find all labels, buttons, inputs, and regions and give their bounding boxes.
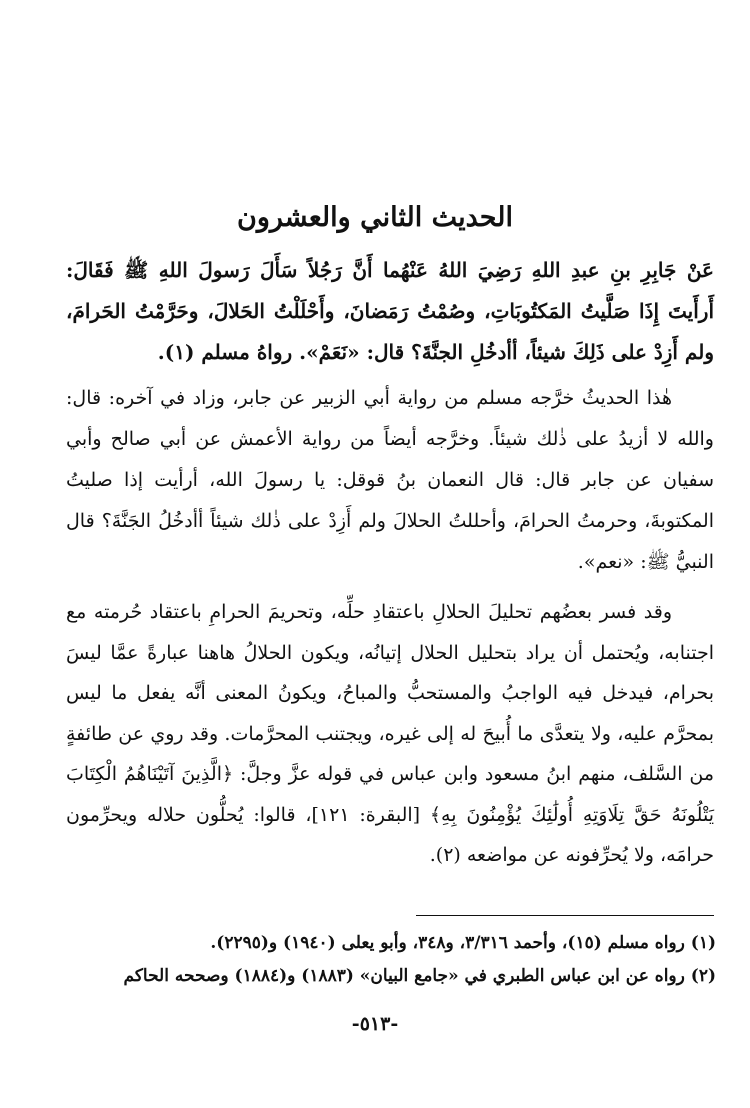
commentary-block-1 xyxy=(66,378,714,583)
hadith-text: عَنْ جَابِرِ بنِ عبدِ اللهِ رَضِيَ اللهُ عَنْهُما أَنَّ رَجُلاً سَأَلَ رَسولَ اللهِ ﷺ فَقَالَ: أَرأَيتَ إِذَا صَلَّيتُ المَكتُوبَاتِ، وصُمْتُ رَمَضانَ، وأَحْلَلْتُ الحَلالَ، وحَرَّمْتُ الحَرامَ، ولم أَزِدْ على ذَلِكَ شيئاً، أأدخُلِ الجنَّةَ؟ قال: «نَعَمْ». رواهُ مسلم (١). xyxy=(66,258,714,364)
commentary-block-2 xyxy=(66,592,714,876)
hadith-text-block xyxy=(66,250,714,373)
page-number: -٥١٣- xyxy=(351,1013,399,1035)
footnote-separator xyxy=(416,915,714,916)
footnote-2: (٢) رواه عن ابن عباس الطبري في «جامع البيان» (١٨٨٣) و(١٨٨٤) وصححه الحاكم xyxy=(123,966,716,986)
commentary-paragraph: هٰذا الحديثُ خرَّجه مسلم من رواية أبي الزبير عن جابر، وزاد في آخره: قال: والله لا أزيدُ على ذٰلك شيئاً. وخرَّجه أيضاً من رواية الأعمش عن أبي صالح وأبي سفيان عن جابر قال: قال النعمان بنُ قوقل: يا رسولَ الله، أرأيت إذا صليتُ المكتوبةَ، وحرمتُ الحرامَ، وأحللتُ الحلالَ ولم أَزِدْ على ذٰلك شيئاً أأدخُلُ الجَنَّةَ؟ قال النبيُّ ﷺ: «نعم». xyxy=(66,387,714,573)
commentary-paragraph: وقد فسر بعضُهم تحليلَ الحلالِ باعتقادِ حلِّه، وتحريمَ الحرامِ باعتقاد حُرمته مع اجتنابه، ويُحتمل أن يراد بتحليل الحلال إتيانُه، ويكون الحلالُ هاهنا عبارةً عمَّا ليسَ بحرام، فيدخل فيه الواجبُ والمستحبُّ والمباحُ، ويكونُ المعنى أنَّه يفعل ما ليس بمحرَّم عليه، ولا يتعدَّى ما أُبيحَ له إلى غيره، ويجتنب المحرَّمات. وقد روي عن طائفةٍ من السَّلف، منهم ابنُ مسعود وابن عباس في قوله عزَّ وجلَّ: ﴿الَّذِينَ آتَيْنَاهُمُ الْكِتَابَ يَتْلُونَهُ حَقَّ تِلَاوَتِهِ أُولَٰئِكَ يُؤْمِنُونَ بِهِ﴾ [البقرة: ١٢١]، قالوا: يُحلُّون حلاله ويحرِّمون حرامَه، ولا يُحرِّفونه عن مواضعه (٢). xyxy=(66,601,714,866)
footnote-1: (١) رواه مسلم (١٥)، وأحمد ٣/٣١٦، و٣٤٨، وأبو يعلى (١٩٤٠) و(٢٢٩٥). xyxy=(210,933,716,953)
footnotes xyxy=(66,927,716,993)
page-title: الحديث الثاني والعشرون xyxy=(237,202,513,233)
